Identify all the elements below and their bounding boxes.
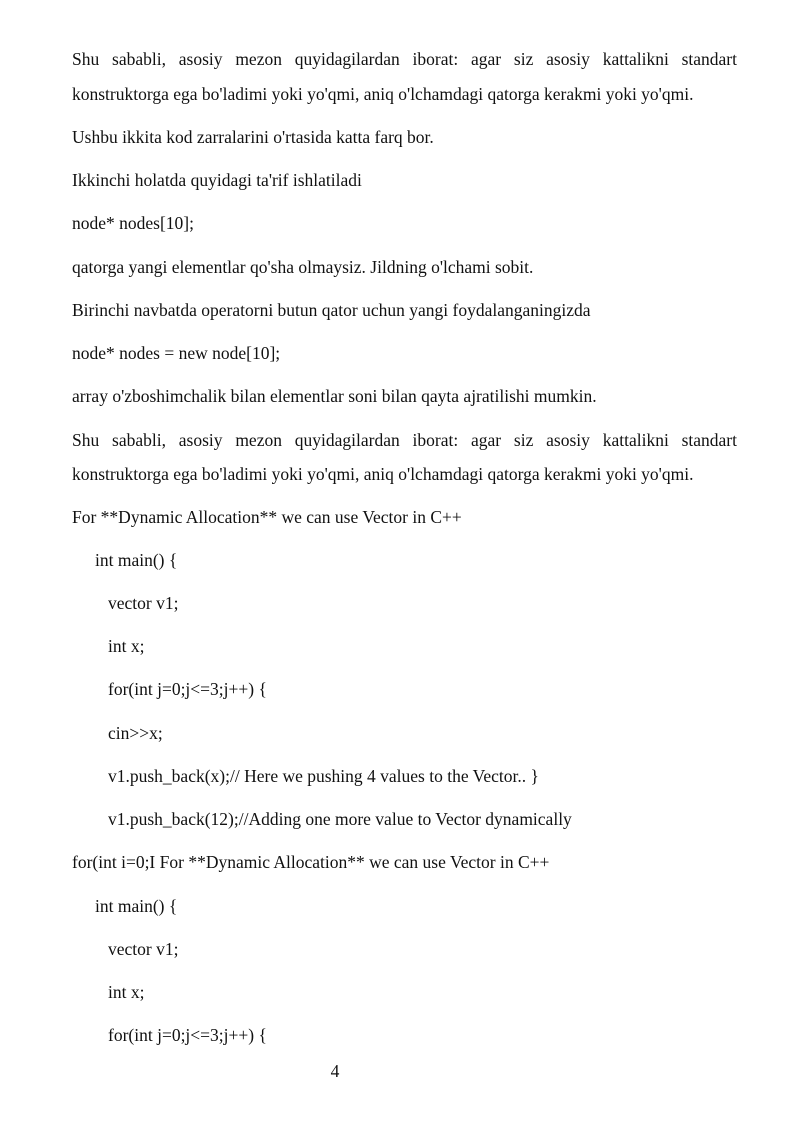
paragraph-line: konstruktorga ega bo'ladimi yoki yo'qmi, aniq o'lchamdagi qatorga kerakmi yoki yo'qmi. (72, 464, 694, 484)
code-line: for(int i=0;I For **Dynamic Allocation** we can use Vector in C++ (72, 852, 550, 872)
paragraph-line: Ushbu ikkita kod zarralarini o'rtasida katta farq bor. (72, 127, 434, 147)
code-line: for(int j=0;j<=3;j++) { (108, 1025, 267, 1045)
paragraph-line: Shu sababli, asosiy mezon quyidagilardan iborat: agar siz asosiy kattalikni standart (72, 430, 737, 450)
paragraph-line: For **Dynamic Allocation** we can use Vector in C++ (72, 507, 462, 527)
code-line: vector v1; (108, 939, 179, 959)
code-line: vector v1; (108, 593, 179, 613)
paragraph-line: array o'zboshimchalik bilan elementlar soni bilan qayta ajratilishi mumkin. (72, 386, 597, 406)
code-line: int main() { (95, 550, 178, 570)
code-line: node* nodes = new node[10]; (72, 343, 281, 363)
paragraph-line: Birinchi navbatda operatorni butun qator uchun yangi foydalanganingizda (72, 300, 591, 320)
code-line: for(int j=0;j<=3;j++) { (108, 679, 267, 699)
code-line: int main() { (95, 896, 178, 916)
code-line: int x; (108, 982, 145, 1002)
code-line: v1.push_back(x);// Here we pushing 4 values to the Vector.. } (108, 766, 539, 786)
paragraph-line: konstruktorga ega bo'ladimi yoki yo'qmi, aniq o'lchamdagi qatorga kerakmi yoki yo'qmi. (72, 84, 694, 104)
page-number: 4 (330, 1061, 340, 1081)
code-line: cin>>x; (108, 723, 163, 743)
code-line: v1.push_back(12);//Adding one more value to Vector dynamically (108, 809, 572, 829)
code-line: node* nodes[10]; (72, 213, 194, 233)
paragraph-line: Ikkinchi holatda quyidagi ta'rif ishlatiladi (72, 170, 362, 190)
paragraph-line: Shu sababli, asosiy mezon quyidagilardan iborat: agar siz asosiy kattalikni standart (72, 49, 737, 69)
paragraph-line: qatorga yangi elementlar qo'sha olmaysiz. Jildning o'lchami sobit. (72, 257, 534, 277)
code-line: int x; (108, 636, 145, 656)
